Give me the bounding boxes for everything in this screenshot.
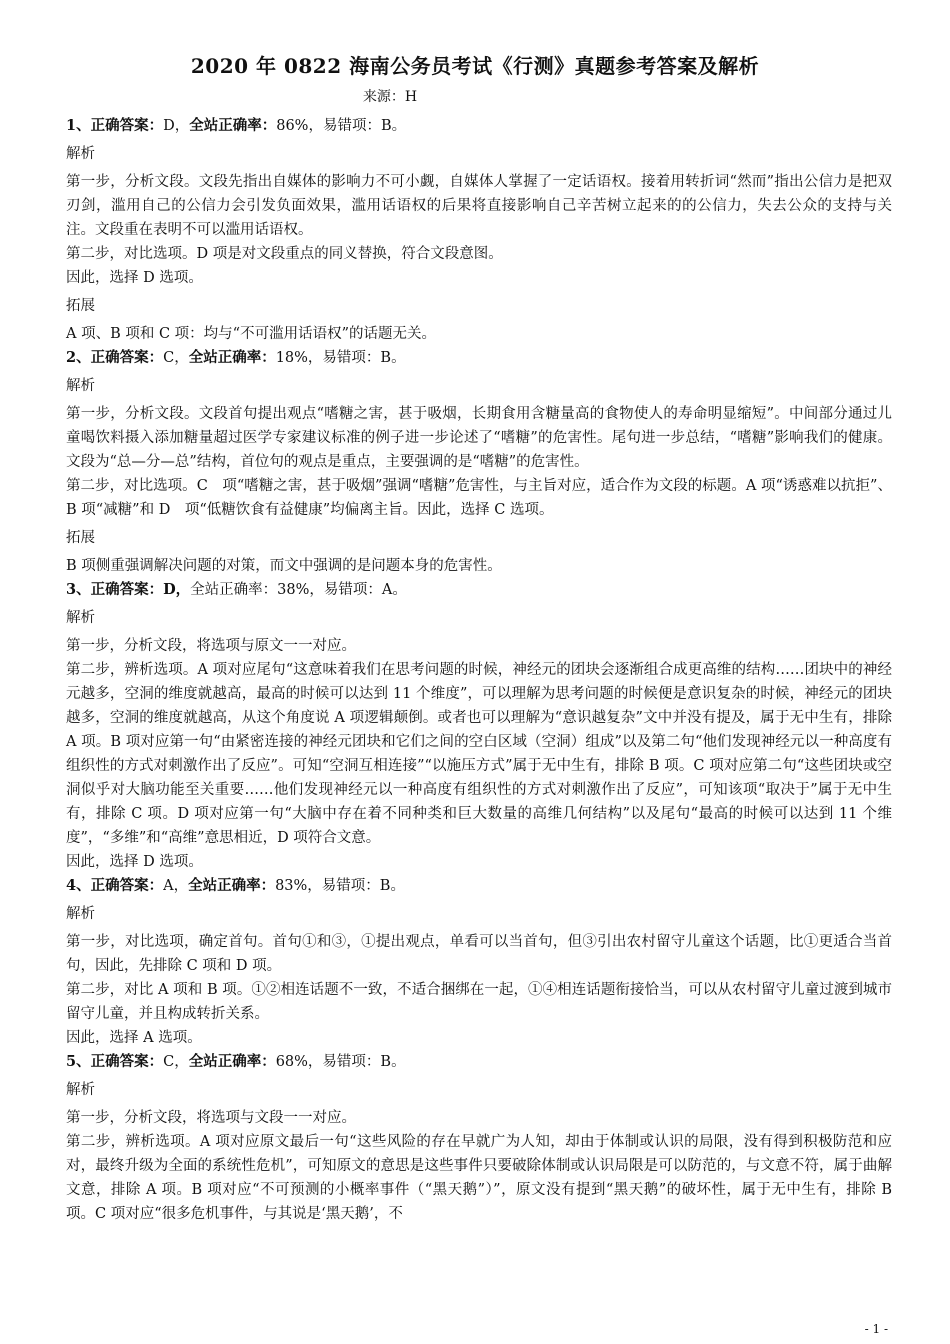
rate-value: 全站正确率：38%，易错项：A。 — [190, 582, 407, 598]
question-4-answer-line — [66, 874, 892, 898]
answer-value: D， — [163, 118, 190, 134]
analysis-paragraph: 因此，选择 A 选项。 — [66, 1030, 202, 1046]
analysis-paragraph: 第一步，分析文段，将选项与文段一一对应。 — [66, 1110, 356, 1126]
analysis-paragraph: 第二步，辨析选项。A 项对应原文最后一句“这些风险的存在早就广为人知，却由于体制或认识的局限，没有得到积极防范和应对，最终升级为全面的系统性危机”，可知原文的意思是这些事件只要破除体制或认识局限是可以防范的，与文意不符，属于曲解文意，排除 A 项。B 项对应“不可预测的小概率事件（“黑天鹅”）”，原文没有提到“黑天鹅”的破坏性，属于无中生有，排除 B 项。C 项对应“很多危机事件，与其说是‘黑天鹅’，不 — [66, 1134, 892, 1222]
analysis-label: 解析 — [66, 610, 95, 626]
question-number: 3、 — [66, 581, 91, 598]
page-number: - 1 - — [864, 1322, 888, 1336]
analysis-label: 解析 — [66, 146, 95, 162]
rate-value: 83%，易错项：B。 — [275, 878, 405, 894]
rate-value: 18%，易错项：B。 — [275, 350, 406, 366]
extension-paragraph: B 项侧重强调解决问题的对策，而文中强调的是问题本身的危害性。 — [66, 558, 502, 574]
analysis-paragraph: 第二步，对比 A 项和 B 项。①②相连话题不一致，不适合捆绑在一起，①④相连话题衔接恰当，可以从农村留守儿童过渡到城市留守儿童，并且构成转折关系。 — [66, 982, 892, 1022]
page-title: 2020 年 0822 海南公务员考试《行测》真题参考答案及解析 — [190, 54, 760, 78]
extension-label: 拓展 — [66, 298, 95, 314]
question-5-answer-line — [66, 1050, 892, 1074]
answer-value: D， — [163, 581, 191, 598]
answer-value: C， — [163, 350, 189, 366]
question-3-answer-line — [66, 578, 892, 602]
rate-label: 全站正确率： — [188, 877, 276, 894]
rate-label: 全站正确率： — [188, 349, 276, 366]
answer-label: 正确答案： — [90, 1053, 164, 1070]
analysis-paragraph: 第二步，辨析选项。A 项对应尾句“这意味着我们在思考问题的时候，神经元的团块会逐渐组合成更高维的结构……团块中的神经元越多，空洞的维度就越高，最高的时候可以达到 11 个维度”，可以理解为思考问题的时候便是意识复杂的时候，神经元的团块越多，空洞的维度就越高，从这个角度说 A 项逻辑颠倒。或者也可以理解为“意识越复杂”文中并没有提及，属于无中生有，排除 A 项。B 项对应第一句“由紧密连接的神经元团块和它们之间的空白区域（空洞）组成”以及第二句“他们发现神经元以一种高度有组织性的方式对刺激作出了反应”。可知“空洞互相连接”“以施压方式”属于无中生有，排除 B 项。C 项对应第二句“这些团块或空洞似乎对大脑功能至关重要……他们发现神经元以一种高度有组织性的方式对刺激作出了反应”，可知该项“取决于”属于无中生有，排除 C 项。D 项对应第一句“大脑中存在着不同种类和巨大数量的高维几何结构”以及尾句“最高的时候可以达到 11 个维度”，“多维”和“高维”意思相近，D 项符合文意。 — [66, 662, 892, 846]
question-1-answer-line — [66, 114, 892, 138]
rate-value: 86%，易错项：B。 — [276, 118, 407, 134]
analysis-paragraph: 第二步，对比选项。C 项“嗜糖之害，甚于吸烟”强调“嗜糖”危害性，与主旨对应，适合作为文段的标题。A 项“诱惑难以抗拒”、B 项“减糖”和 D 项“低糖饮食有益健康”均偏离主旨。因此，选择 C 选项。 — [66, 478, 892, 518]
document-body — [66, 114, 892, 1226]
analysis-paragraph: 因此，选择 D 选项。 — [66, 854, 203, 870]
question-2-answer-line — [66, 346, 892, 370]
analysis-paragraph: 第一步，对比选项，确定首句。首句①和③，①提出观点，单看可以当首句，但③引出农村留守儿童这个话题，比①更适合当首句，因此，先排除 C 项和 D 项。 — [66, 934, 892, 974]
analysis-paragraph: 因此，选择 D 选项。 — [66, 270, 203, 286]
answer-label: 正确答案： — [90, 581, 164, 598]
answer-label: 正确答案： — [90, 349, 164, 366]
question-number: 5、 — [66, 1053, 91, 1070]
analysis-paragraph: 第一步，分析文段，将选项与原文一一对应。 — [66, 638, 356, 654]
analysis-paragraph: 第一步，分析文段。文段先指出自媒体的影响力不可小觑，自媒体人掌握了一定话语权。接着用转折词“然而”指出公信力是把双刃剑，滥用自己的公信力会引发负面效果，滥用话语权的后果将直接影响自己辛苦树立起来的的公信力，失去公众的支持与关注。文段重在表明不可以滥用话语权。 — [66, 174, 892, 238]
source-line: 来源：H — [362, 89, 418, 105]
question-number: 4、 — [66, 877, 91, 894]
rate-label: 全站正确率： — [189, 117, 277, 134]
analysis-paragraph: 第二步，对比选项。D 项是对文段重点的同义替换，符合文段意图。 — [66, 246, 503, 262]
answer-label: 正确答案： — [90, 877, 164, 894]
analysis-paragraph: 第一步，分析文段。文段首句提出观点“嗜糖之害，甚于吸烟，长期食用含糖量高的食物使人的寿命明显缩短”。中间部分通过儿童喝饮料摄入添加糖量超过医学专家建议标准的例子进一步论述了“嗜糖”的危害性。尾句进一步总结，“嗜糖”影响我们的健康。文段为“总—分—总”结构，首位句的观点是重点，主要强调的是“嗜糖”的危害性。 — [66, 406, 892, 470]
question-number: 1、 — [66, 117, 91, 134]
question-number: 2、 — [66, 349, 91, 366]
analysis-label: 解析 — [66, 378, 95, 394]
extension-label: 拓展 — [66, 530, 95, 546]
analysis-label: 解析 — [66, 906, 95, 922]
rate-value: 68%，易错项：B。 — [275, 1054, 406, 1070]
answer-value: C， — [163, 1054, 189, 1070]
extension-paragraph: A 项、B 项和 C 项：均与“不可滥用话语权”的话题无关。 — [66, 326, 436, 342]
answer-value: A， — [163, 878, 189, 894]
analysis-label: 解析 — [66, 1082, 95, 1098]
rate-label: 全站正确率： — [188, 1053, 276, 1070]
answer-label: 正确答案： — [90, 117, 164, 134]
